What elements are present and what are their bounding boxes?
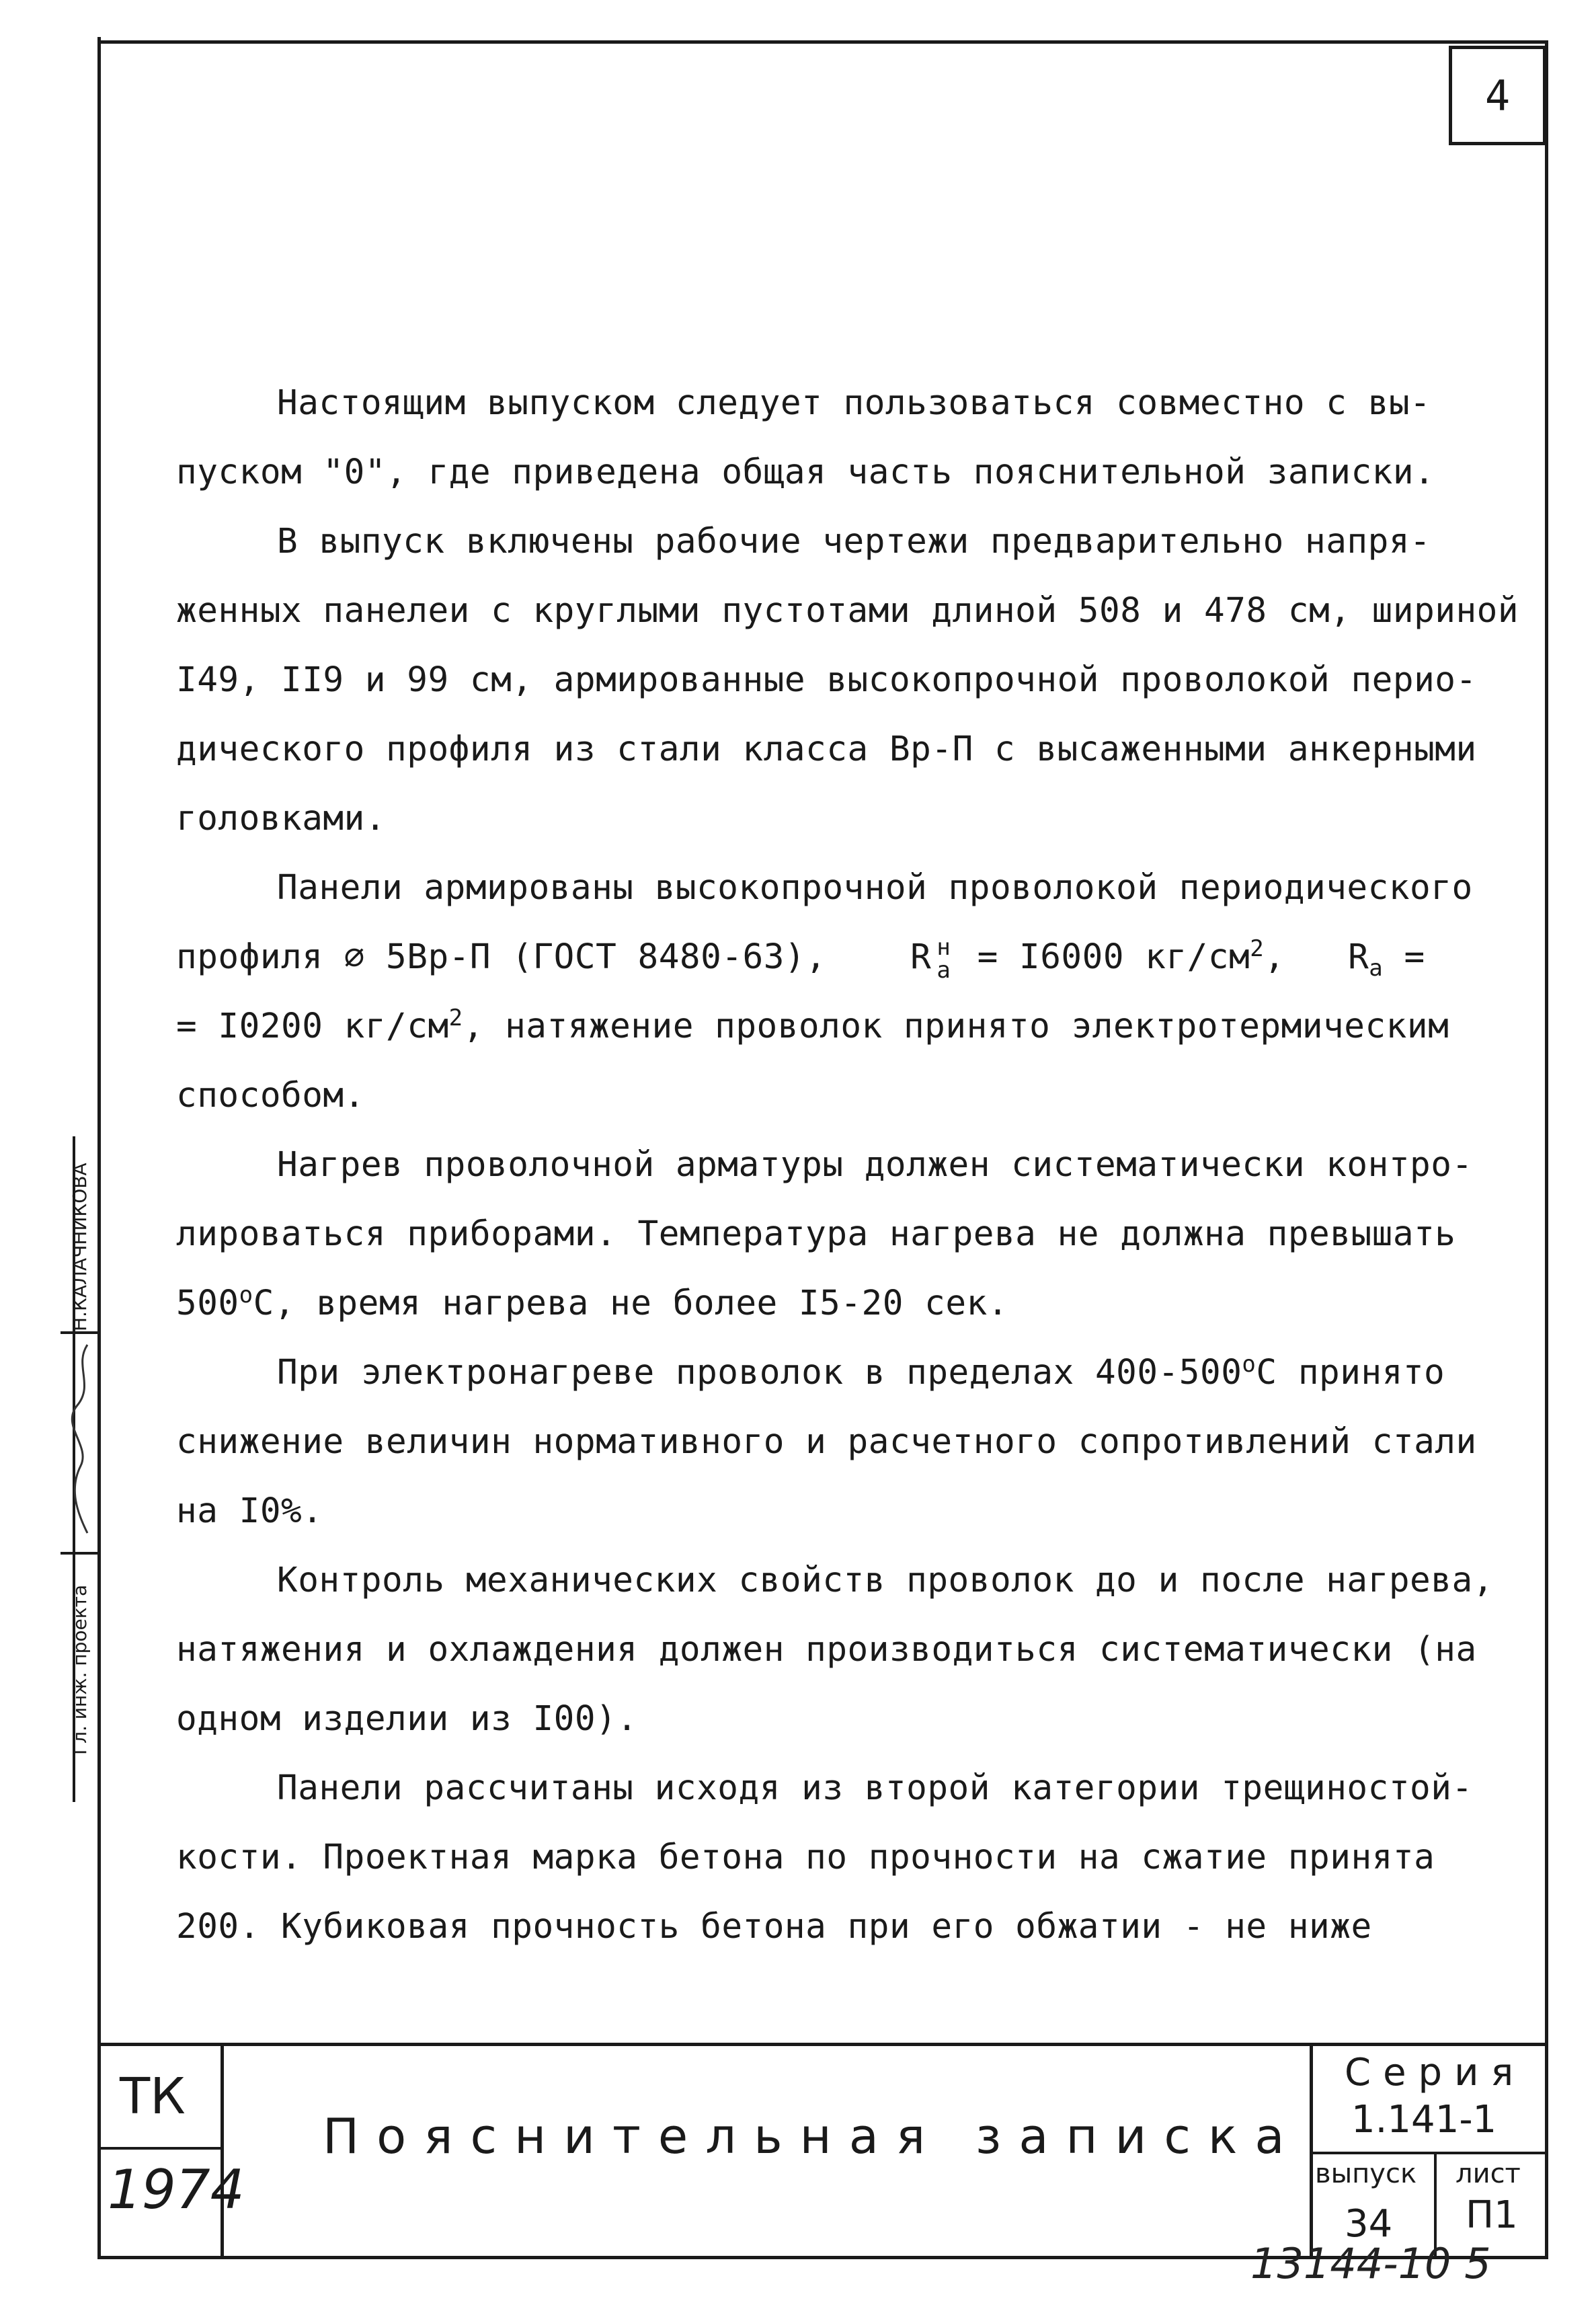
- paragraph-3-line-3: [176, 992, 1534, 1061]
- approver-signature-icon: [67, 1338, 97, 1546]
- reinforcement-spec: профиля ∅ 5Вр-П (ГОСТ 8480-63),: [176, 937, 827, 977]
- normative-superscript: н: [936, 934, 951, 961]
- paragraph-2: В выпуск включены рабочие чертежи предварительно напря-женных панелеи с круглыми пустотами длиной 508 и 478 см, шириной I49, II9 и 99 см, армированные высокопрочной проволокой перио-дического профиля из стали класса Вр-П с высаженными анкерными головками.: [176, 522, 1519, 838]
- frame-right-line: [1545, 40, 1548, 2259]
- archive-stamp-number: 13144-10 5: [1250, 2239, 1491, 2288]
- series-divider: [1310, 2152, 1548, 2154]
- design-eq-sign: =: [1404, 937, 1425, 977]
- paragraph-4: [176, 1130, 1534, 1338]
- frame-top-line: [97, 40, 1548, 44]
- design-subscript: а: [1369, 955, 1384, 982]
- approver-role: Гл. инж. проекта: [69, 1584, 91, 1755]
- tensioning-method-text: , натяжение проволок принято электротермическим: [463, 1007, 1449, 1046]
- title-block-top-line: [97, 2043, 1548, 2046]
- organization-code: ТК: [120, 2068, 186, 2125]
- design-resistance-symbol: R: [1348, 937, 1369, 977]
- square-exponent-2: 2: [448, 1005, 463, 1031]
- paragraph-3-line-4: способом.: [176, 1076, 365, 1115]
- series-label: Серия: [1345, 2051, 1526, 2094]
- design-resistance-value: = I0200 кг/см: [176, 1007, 449, 1046]
- year: 1974: [108, 2158, 245, 2221]
- issue-value: 34: [1345, 2202, 1393, 2246]
- electroheating-text-b: С принято снижение величин нормативного и расчетного сопротивлений стали на I0%.: [176, 1353, 1477, 1531]
- degree-mark-2: о: [1242, 1351, 1256, 1378]
- title-block-right-divider: [1310, 2043, 1313, 2259]
- document-title: Пояснительная записка: [323, 2108, 1302, 2164]
- series-value: 1.141-1: [1351, 2098, 1497, 2142]
- square-exponent-1: 2: [1250, 935, 1265, 962]
- sheet-number-box: [1449, 46, 1546, 145]
- strip-divider-1: [61, 1331, 101, 1334]
- sheet-value: П1: [1466, 2193, 1518, 2237]
- sheet-label: лист: [1455, 2158, 1521, 2189]
- issue-label: выпуск: [1315, 2158, 1417, 2189]
- normative-subscript: а: [936, 957, 951, 984]
- heating-text-b: С, время нагрева не более I5-20 сек.: [253, 1284, 1008, 1323]
- org-year-divider: [97, 2147, 224, 2150]
- electroheating-text-a: При электронагреве проволок в пределах 400-500: [277, 1353, 1242, 1393]
- sheet-number: 4: [1484, 71, 1511, 120]
- explanatory-note-body: [176, 368, 1534, 1961]
- paragraph-1: Настоящим выпуском следует пользоваться совместно с вы-пуском "0", где приведена общая часть пояснительной записки.: [176, 383, 1435, 492]
- title-block-left-divider: [221, 2043, 224, 2259]
- approver-name: Н.КАЛАЧНИКОВА: [69, 1163, 91, 1331]
- paragraph-3-line-1: Панели армированы высокопрочной проволокой периодического: [277, 868, 1473, 908]
- degree-mark-1: о: [239, 1282, 253, 1308]
- paragraph-7: Панели рассчитаны исходя из второй категории трещиностой-кости. Проектная марка бетона по прочности на сжатие принята 200. Кубиковая прочность бетона при его обжатии - не ниже: [176, 1768, 1473, 1947]
- heating-text-a: Нагрев проволочной арматуры должен систематически контро-лироваться приборами. Температура нагрева не должна превышать 500: [176, 1145, 1473, 1323]
- normative-resistance-value: = I6000 кг/см: [977, 937, 1250, 977]
- signature-strip: [61, 1136, 101, 1795]
- paragraph-5: [176, 1338, 1534, 1546]
- normative-resistance-symbol: R: [910, 937, 932, 977]
- paragraph-3-line-2: профиля ∅ 5Вр-П (ГОСТ 8480-63), R н а = I6000 $кг/см^2$, $R_а$ =: [176, 934, 1425, 984]
- paragraph-6: Контроль механических свойств проволок до и после нагрева, натяжения и охлаждения должен производиться систематически (на одном изделии из I00).: [176, 1561, 1494, 1739]
